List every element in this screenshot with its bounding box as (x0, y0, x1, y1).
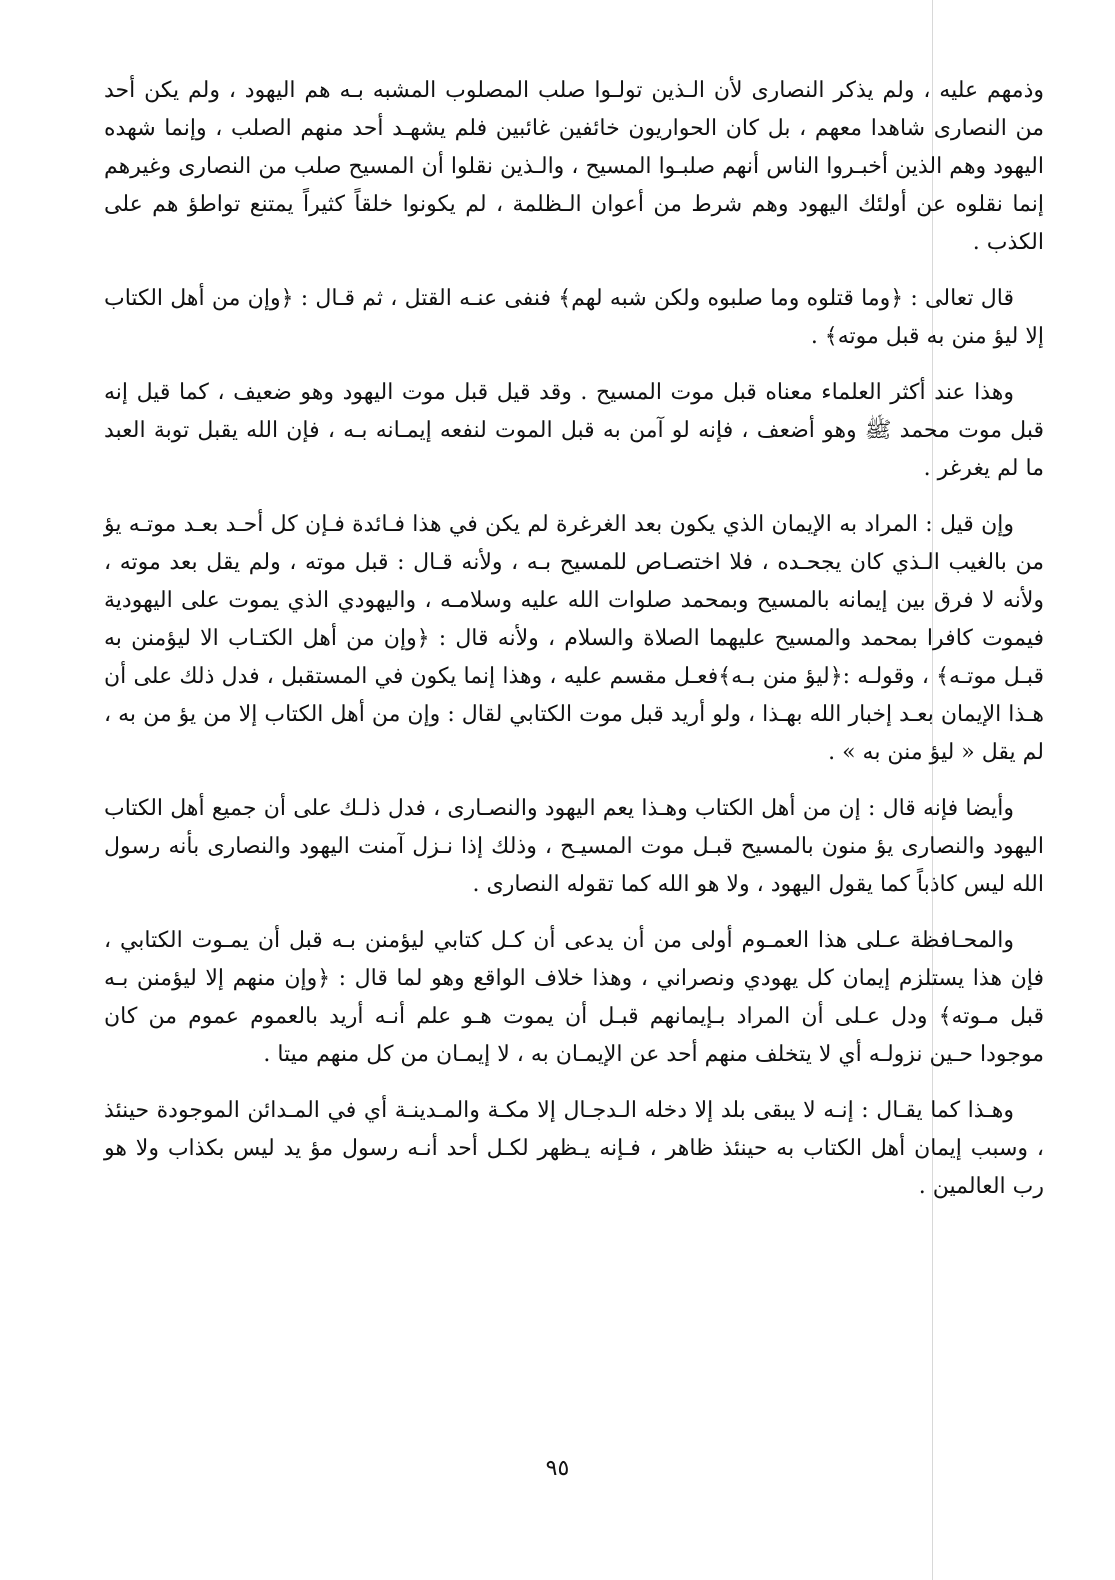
paragraph-6: والمحـافظة عـلى هذا العمـوم أولى من أن يدعى أن كـل كتابي ليؤمنن بـه قبل أن يمـوت الكتابي ، فإن هذا يستلزم إيمان كل يهودي ونصراني ، وهذا خلاف الواقع وهو لما قال : ﴿وإن منهم إلا ليؤمنن بـه قبل مـوته﴾ ودل عـلى أن المراد بـإيمانهم قبـل أن يموت هـو علم أنـه أريد بالعموم عموم من كان موجودا حـين نزولـه أي لا يتخلف منهم أحد عن الإيمـان به ، لا إيمـان من كل منهم ميتا . (104, 928, 1044, 1067)
paragraph-2: قال تعالى : ﴿وما قتلوه وما صلبوه ولكن شبه لهم﴾ فنفى عنـه القتل ، ثم قـال : ﴿وإن من أهل الكتاب إلا ليؤ منن به قبل موته﴾ . (104, 286, 1044, 349)
paragraph-4: وإن قيل : المراد به الإيمان الذي يكون بعد الغرغرة لم يكن في هذا فـائدة فـإن كل أحـد بعـد موتـه يؤ من بالغيب الـذي كان يجحـده ، فلا اختصـاص للمسيح بـه ، ولأنه قـال : قبل موته ، ولم يقل بعد موته ، ولأنه لا فرق بين إيمانه بالمسيح وبمحمد صلوات الله عليه وسلامـه ، واليهودي الذي يموت على اليهودية فيموت كافرا بمحمد والمسيح عليهما الصلاة والسلام ، ولأنه قال : ﴿وإن من أهل الكتـاب الا ليؤمنن به قبـل موتـه﴾ ، وقولـه :﴿ليؤ منن بـه﴾فعـل مقسم عليه ، وهذا إنما يكون في المستقبل ، فدل ذلك على أن هـذا الإيمان بعـد إخبار الله بهـذا ، ولو أريد قبل موت الكتابي لقال : وإن من أهل الكتاب إلا من يؤ من به ، لم يقل « ليؤ منن به » . (104, 512, 1044, 765)
paragraph-1: وذمهم عليه ، ولم يذكر النصارى لأن الـذين تولـوا صلب المصلوب المشبه بـه هم اليهود ، ولم يكن أحد من النصارى شاهدا معهم ، بل كان الحواريون خائفين غائبين فلم يشهـد أحد منهم الصلب ، وإنما شهده اليهود وهم الذين أخبـروا الناس أنهم صلبـوا المسيح ، والـذين نقلوا أن المسيح صلب من النصارى وغيرهم إنما نقلوه عن أولئك اليهود وهم شرط من أعوان الـظلمة ، لم يكونوا خلقاً كثيراً يمتنع تواطؤ هم على الكذب . (104, 78, 1044, 255)
paragraph-7: وهـذا كما يقـال : إنـه لا يبقى بلد إلا دخله الـدجـال إلا مكـة والمـدينـة أي في المـدائن الموجودة حينئذ ، وسبب إيمان أهل الكتاب به حينئذ ظاهر ، فـإنه يـظهر لكـل أحد أنـه رسول مؤ يد ليس بكذاب ولا هو رب العالمين . (104, 1098, 1044, 1199)
paragraph-3: وهذا عند أكثر العلماء معناه قبل موت المسيح . وقد قيل قبل موت اليهود وهو ضعيف ، كما قيل إنه قبل موت محمد ﷺ وهو أضعف ، فإنه لو آمن به قبل الموت لنفعه إيمـانه بـه ، فإن الله يقبل توبة العبد ما لم يغرغر . (104, 380, 1044, 481)
page-number: ٩٥ (545, 1456, 570, 1481)
body-text (104, 72, 1044, 1224)
paragraph-5: وأيضا فإنه قال : إن من أهل الكتاب وهـذا يعم اليهود والنصـارى ، فدل ذلـك على أن جميع أهل الكتاب اليهود والنصارى يؤ منون بالمسيح قبـل موت المسيـح ، وذلك إذا نـزل آمنت اليهود والنصارى بأنه رسول الله ليس كاذباً كما يقول اليهود ، ولا هو الله كما تقوله النصارى . (104, 796, 1044, 897)
